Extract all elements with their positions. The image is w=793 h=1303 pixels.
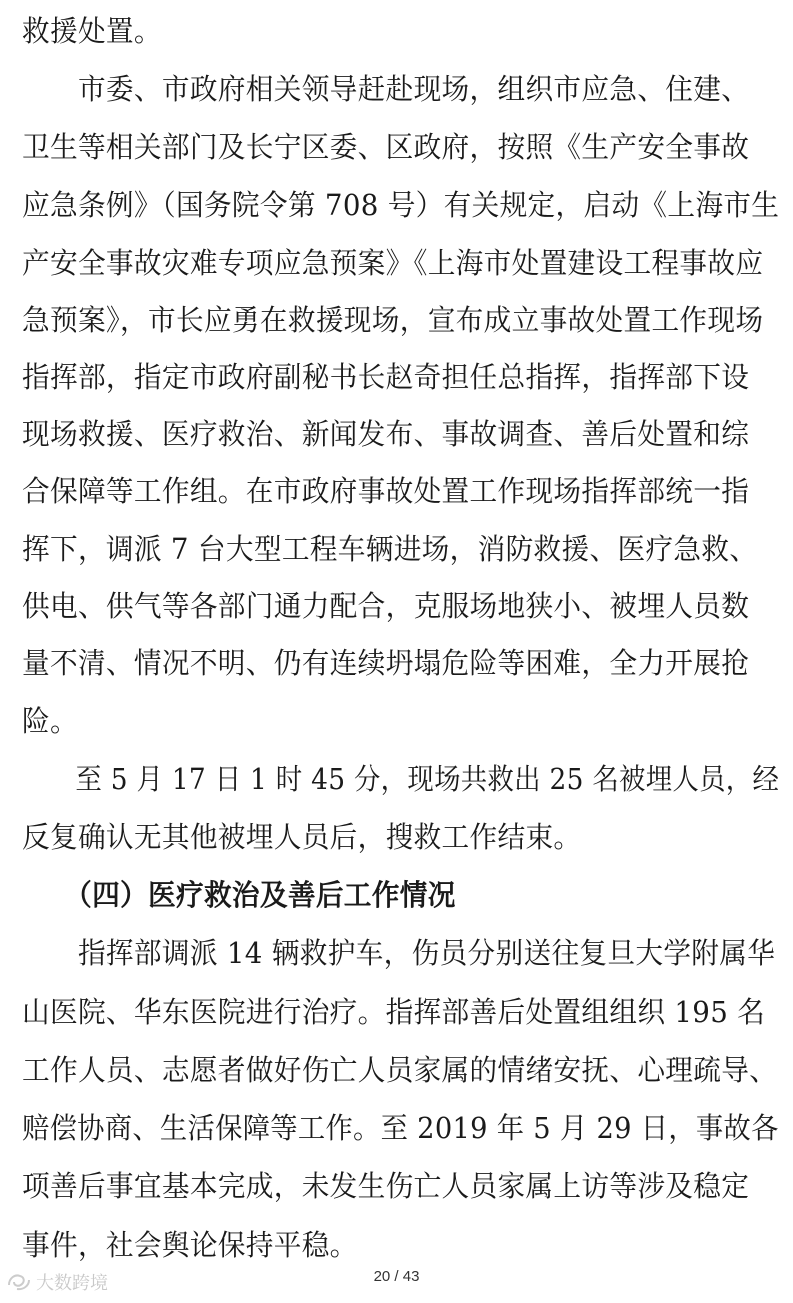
section-heading: （四）医疗救治及善后工作情况 bbox=[22, 878, 456, 912]
text-line: 反复确认无其他被埋人员后，搜救工作结束。 bbox=[22, 820, 582, 854]
page-number: 20 / 43 bbox=[373, 1268, 420, 1285]
text-line: 挥下，调派 7 台大型工程车辆进场，消防救援、医疗急救、 bbox=[22, 532, 758, 566]
text-line: 量不清、情况不明、仍有连续坍塌危险等困难，全力开展抢 bbox=[22, 646, 750, 680]
text-line: 至 5 月 17 日 1 时 45 分，现场共救出 25 名被埋人员，经 bbox=[22, 762, 780, 796]
text-line: 急预案》，市长应勇在救援现场，宣布成立事故处置工作现场 bbox=[22, 303, 764, 337]
text-line: 救援处置。 bbox=[22, 14, 162, 48]
text-line: 应急条例》（国务院令第 708 号）有关规定，启动《上海市生 bbox=[22, 188, 780, 222]
text-line: 指挥部调派 14 辆救护车，伤员分别送往复旦大学附属华 bbox=[22, 936, 776, 970]
text-line: 产安全事故灾难专项应急预案》《上海市处置建设工程事故应 bbox=[22, 246, 764, 280]
text-line: 山医院、华东医院进行治疗。指挥部善后处置组组织 195 名 bbox=[22, 995, 766, 1029]
text-line: 险。 bbox=[22, 704, 78, 738]
text-line: 工作人员、志愿者做好伤亡人员家属的情绪安抚、心理疏导、 bbox=[22, 1053, 778, 1087]
text-line: 合保障等工作组。在市政府事故处置工作现场指挥部统一指 bbox=[22, 474, 750, 508]
text-line: 事件，社会舆论保持平稳。 bbox=[22, 1228, 358, 1262]
text-line: 卫生等相关部门及长宁区委、区政府，按照《生产安全事故 bbox=[22, 130, 750, 164]
text-line: 项善后事宜基本完成，未发生伤亡人员家属上访等涉及稳定 bbox=[22, 1169, 750, 1203]
text-line: 指挥部，指定市政府副秘书长赵奇担任总指挥，指挥部下设 bbox=[22, 360, 750, 394]
watermark-text: 大数跨境 bbox=[36, 1273, 108, 1294]
text-line: 市委、市政府相关领导赶赴现场，组织市应急、住建、 bbox=[22, 72, 750, 106]
text-line: 现场救援、医疗救治、新闻发布、事故调查、善后处置和综 bbox=[22, 417, 750, 451]
text-line: 赔偿协商、生活保障等工作。至 2019 年 5 月 29 日，事故各 bbox=[22, 1111, 779, 1145]
text-line: 供电、供气等各部门通力配合，克服场地狭小、被埋人员数 bbox=[22, 589, 750, 623]
